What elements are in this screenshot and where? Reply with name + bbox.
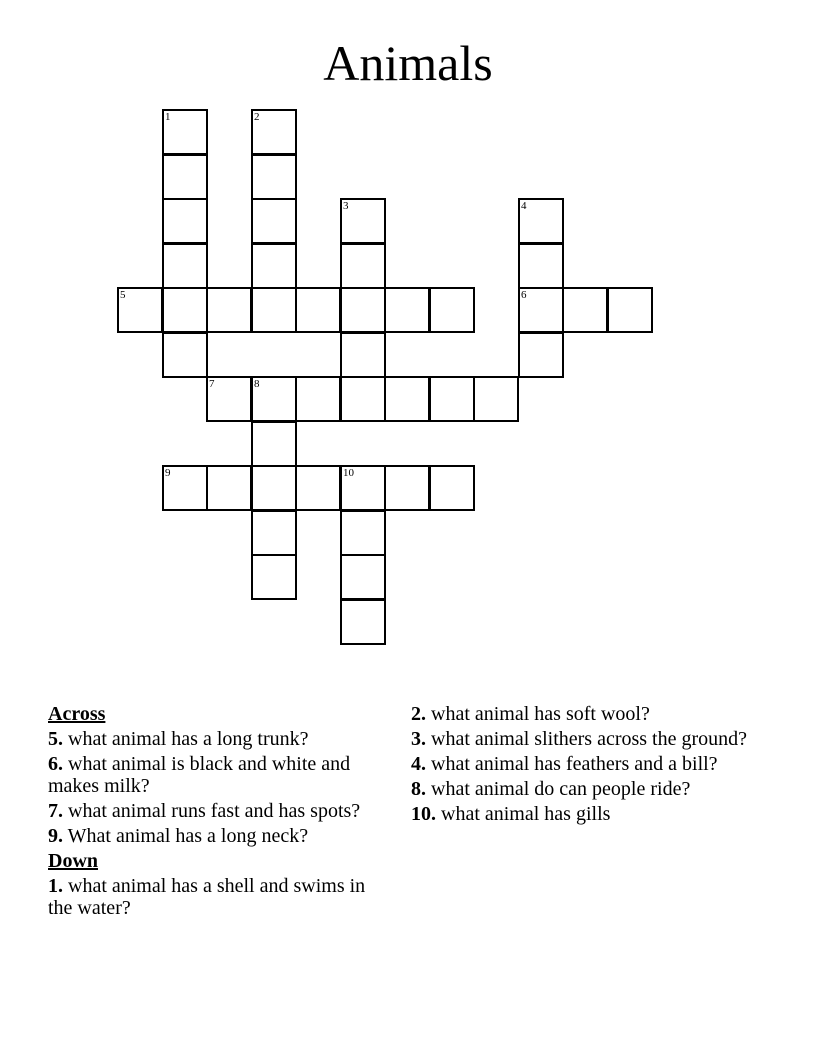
clue-number: 1 <box>165 111 171 123</box>
clue-number: 5 <box>120 289 126 301</box>
grid-cell[interactable] <box>340 376 386 422</box>
clue-down-10: 10. what animal has gills <box>411 803 611 825</box>
clue-number: 9 <box>165 467 171 479</box>
grid-cell[interactable] <box>251 198 297 244</box>
grid-cell[interactable] <box>162 465 208 511</box>
grid-cell[interactable] <box>117 287 163 333</box>
grid-cell[interactable] <box>251 554 297 600</box>
grid-cell[interactable] <box>340 287 386 333</box>
clue-down-8: 8. what animal do can people ride? <box>411 778 691 800</box>
grid-cell[interactable] <box>295 465 341 511</box>
grid-cell[interactable] <box>295 287 341 333</box>
grid-cell[interactable] <box>562 287 608 333</box>
grid-cell[interactable] <box>162 154 208 200</box>
grid-cell[interactable] <box>206 287 252 333</box>
grid-cell[interactable] <box>251 243 297 289</box>
grid-cell[interactable] <box>162 287 208 333</box>
grid-cell[interactable] <box>340 554 386 600</box>
grid-cell[interactable] <box>429 465 475 511</box>
grid-cell[interactable] <box>384 465 430 511</box>
grid-cell[interactable] <box>518 332 564 378</box>
clue-down-1: 1. what animal has a shell and swims in the water? <box>48 875 366 919</box>
grid-cell[interactable] <box>251 287 297 333</box>
clue-across-5: 5. what animal has a long trunk? <box>48 728 309 750</box>
grid-cell[interactable] <box>473 376 519 422</box>
clue-across-6: 6. what animal is black and white and makes milk? <box>48 753 351 797</box>
grid-cell[interactable] <box>340 599 386 645</box>
grid-cell[interactable] <box>206 376 252 422</box>
grid-cell[interactable] <box>162 243 208 289</box>
grid-cell[interactable] <box>429 376 475 422</box>
page-title: Animals <box>323 35 493 91</box>
grid-cell[interactable] <box>340 465 386 511</box>
clue-down-3: 3. what animal slithers across the ground? <box>411 728 748 750</box>
down-heading: Down <box>48 850 99 872</box>
clue-down-4: 4. what animal has feathers and a bill? <box>411 753 718 775</box>
across-heading: Across <box>48 703 106 725</box>
clue-number: 6 <box>521 289 527 301</box>
grid-cell[interactable] <box>518 287 564 333</box>
grid-cell[interactable] <box>384 376 430 422</box>
clue-number: 3 <box>343 200 349 212</box>
grid-cell[interactable] <box>206 465 252 511</box>
clue-across-7: 7. what animal runs fast and has spots? <box>48 800 361 822</box>
grid-cell[interactable] <box>251 154 297 200</box>
clue-across-9: 9. What animal has a long neck? <box>48 825 309 847</box>
grid-cell[interactable] <box>607 287 653 333</box>
clues-left-column <box>48 703 378 922</box>
grid-cell[interactable] <box>518 198 564 244</box>
clue-number: 8 <box>254 378 260 390</box>
grid-cell[interactable] <box>295 376 341 422</box>
clue-down-2: 2. what animal has soft wool? <box>411 703 650 725</box>
grid-cell[interactable] <box>251 376 297 422</box>
clue-number: 10 <box>343 467 354 479</box>
grid-cell[interactable] <box>340 198 386 244</box>
grid-cell[interactable] <box>429 287 475 333</box>
grid-cell[interactable] <box>518 243 564 289</box>
grid-cell[interactable] <box>162 198 208 244</box>
clue-number: 2 <box>254 111 260 123</box>
grid-cell[interactable] <box>162 109 208 155</box>
clue-number: 7 <box>209 378 215 390</box>
grid-cell[interactable] <box>251 109 297 155</box>
grid-cell[interactable] <box>251 510 297 556</box>
clue-number: 4 <box>521 200 527 212</box>
grid-cell[interactable] <box>251 465 297 511</box>
grid-cell[interactable] <box>162 332 208 378</box>
grid-cell[interactable] <box>251 421 297 467</box>
grid-cell[interactable] <box>340 243 386 289</box>
clues-right-column <box>411 703 751 828</box>
grid-cell[interactable] <box>340 510 386 556</box>
grid-cell[interactable] <box>340 332 386 378</box>
grid-cell[interactable] <box>384 287 430 333</box>
